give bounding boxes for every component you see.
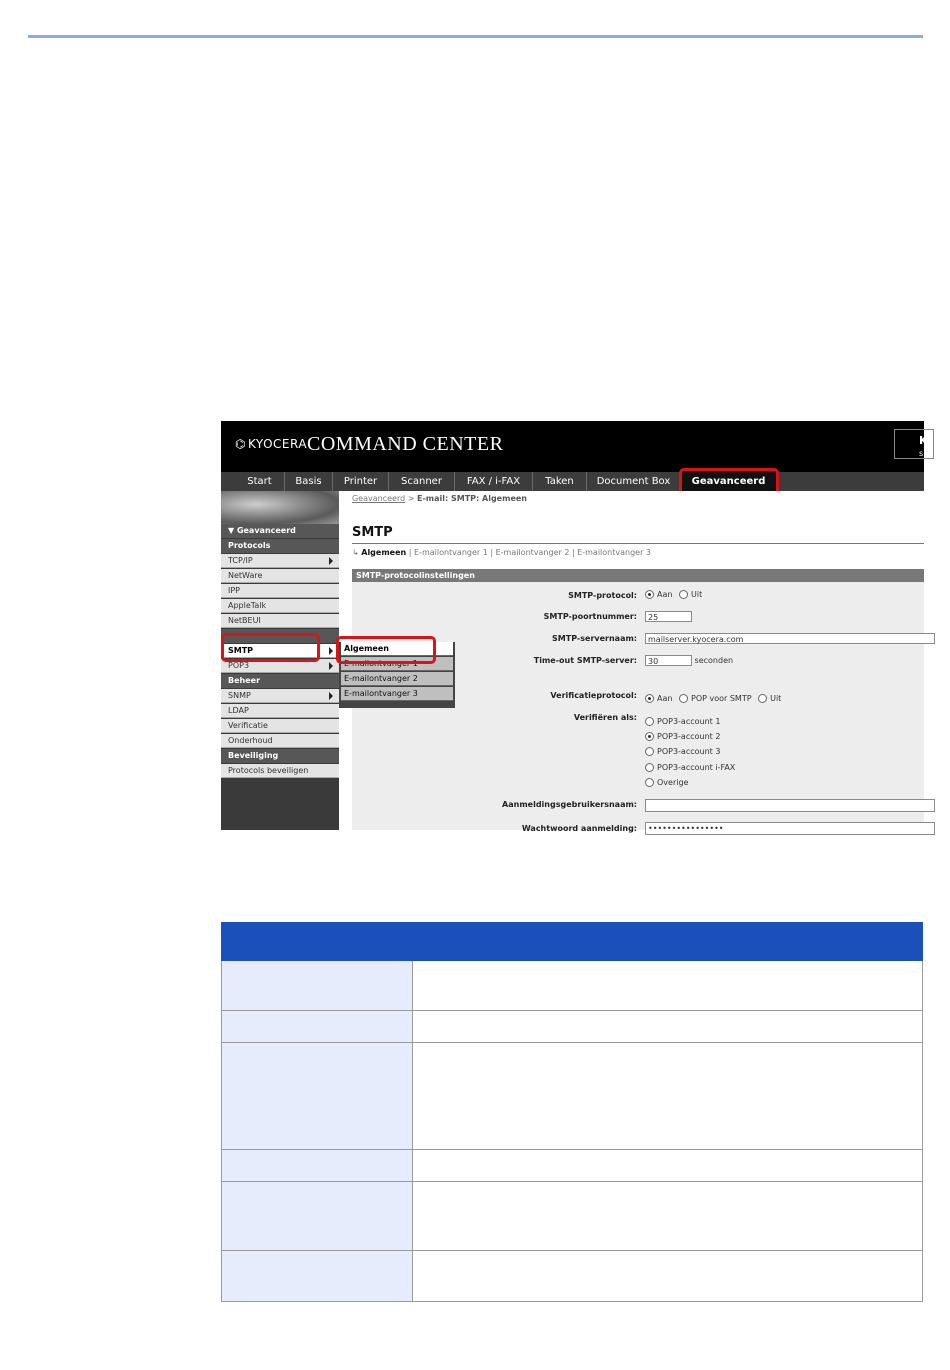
submenu-arrow-icon — [329, 647, 333, 655]
login-user-field — [645, 799, 935, 812]
submenu-arrow-icon — [329, 662, 333, 670]
sidebar-banner-image — [221, 491, 339, 524]
main-nav — [221, 472, 924, 491]
sidebar-section-beveiliging: Beveiliging — [221, 749, 339, 763]
verification-off-radio[interactable] — [758, 694, 767, 703]
breadcrumb-link[interactable]: Geavanceerd — [352, 494, 406, 503]
smtp-timeout-input[interactable]: 30 — [645, 655, 692, 666]
sidebar-item-protocols-beveiligen[interactable]: Protocols beveiligen — [221, 764, 339, 778]
table-row — [222, 1251, 923, 1302]
sidebar-item-verificatie[interactable]: Verificatie — [221, 719, 339, 733]
smtp-timeout-label: Time-out SMTP-server: — [533, 656, 637, 665]
table-header-cell — [413, 923, 923, 961]
smtp-protocol-off-radio[interactable] — [679, 590, 688, 599]
sidebar-item-ipp[interactable]: IPP — [221, 584, 339, 598]
tab-scanner[interactable]: Scanner — [389, 472, 455, 491]
subnav-ontvanger-1[interactable]: E-mailontvanger 1 — [414, 548, 488, 557]
subnav-ontvanger-2[interactable]: E-mailontvanger 2 — [495, 548, 570, 557]
corner-sub: s — [919, 449, 924, 458]
submenu-ontvanger-2[interactable]: E-mailontvanger 2 — [341, 672, 453, 686]
tab-geavanceerd[interactable]: Geavanceerd — [681, 472, 777, 491]
pop3-account-2-radio[interactable] — [645, 732, 654, 741]
radio-label: Aan — [657, 590, 673, 599]
pop3-account-ifax-radio[interactable] — [645, 763, 654, 772]
login-user-input[interactable] — [645, 799, 935, 812]
verify-as-option-2 — [645, 732, 724, 741]
verify-as-option-5 — [645, 778, 692, 787]
submenu-ontvanger-1[interactable]: E-mailontvanger 1 — [341, 657, 453, 671]
radio-label: POP3-account 1 — [657, 717, 721, 726]
logo-text: KYOCERA — [247, 437, 308, 451]
table-cell — [413, 1011, 923, 1043]
submenu-ontvanger-3[interactable]: E-mailontvanger 3 — [341, 687, 453, 701]
page-title: SMTP — [352, 525, 393, 540]
smtp-protocol-on-radio[interactable] — [645, 590, 654, 599]
app-header — [221, 421, 928, 472]
smtp-timeout-field — [645, 655, 733, 666]
table-row — [222, 1011, 923, 1043]
verification-protocol-field — [645, 694, 785, 703]
title-divider — [352, 543, 924, 544]
highlight-algemeen — [336, 636, 436, 664]
corner-letter: K — [919, 434, 928, 447]
table-cell — [222, 961, 413, 1011]
overige-radio[interactable] — [645, 778, 654, 787]
smtp-port-label: SMTP-poortnummer: — [543, 612, 637, 621]
table-row — [222, 1150, 923, 1182]
tab-fax-ifax[interactable]: FAX / i-FAX — [455, 472, 533, 491]
table-cell — [413, 1150, 923, 1182]
sidebar-item-snmp[interactable] — [221, 689, 339, 703]
table-cell — [222, 1043, 413, 1150]
smtp-server-field — [645, 633, 935, 644]
smtp-protocol-label: SMTP-protocol: — [568, 591, 637, 600]
table-cell — [413, 1251, 923, 1302]
table-cell — [222, 1011, 413, 1043]
timeout-unit: seconden — [694, 656, 734, 665]
sidebar-item-netware[interactable]: NetWare — [221, 569, 339, 583]
sidebar-section-protocols: Protocols — [221, 539, 339, 553]
tab-taken[interactable]: Taken — [533, 472, 587, 491]
pop3-account-1-radio[interactable] — [645, 717, 654, 726]
sidebar-item-ldap[interactable]: LDAP — [221, 704, 339, 718]
radio-label: POP voor SMTP — [691, 694, 752, 703]
verification-protocol-label: Verificatieprotocol: — [550, 691, 637, 700]
radio-label: Uit — [770, 694, 782, 703]
sidebar-item-netbeui[interactable]: NetBEUI — [221, 614, 339, 628]
login-password-field — [645, 822, 935, 835]
sidebar-item-label: TCP/IP — [228, 556, 253, 565]
sidebar-item-appletalk[interactable]: AppleTalk — [221, 599, 339, 613]
smtp-port-field — [645, 611, 692, 622]
sidebar-header[interactable]: ▼ Geavanceerd — [221, 524, 339, 538]
table-row — [222, 1043, 923, 1150]
table-cell — [413, 1043, 923, 1150]
tab-start[interactable]: Start — [235, 472, 285, 491]
sidebar-item-label: SMTP — [228, 646, 254, 655]
radio-label: POP3-account i-FAX — [657, 763, 736, 772]
smtp-port-input[interactable]: 25 — [645, 611, 692, 622]
verify-as-option-3 — [645, 747, 724, 756]
verify-as-option-4 — [645, 763, 739, 772]
tab-basis[interactable]: Basis — [285, 472, 333, 491]
kyocera-logo-icon: ⌬ — [235, 437, 246, 451]
table-row — [222, 961, 923, 1011]
smtp-protocol-field — [645, 590, 706, 599]
tab-document-box[interactable]: Document Box — [587, 472, 681, 491]
submenu-arrow-icon — [329, 557, 333, 565]
kyocera-logo — [235, 437, 307, 451]
login-password-label: Wachtwoord aanmelding: — [521, 824, 637, 833]
verify-as-option-1 — [645, 717, 724, 726]
app-title: COMMAND CENTER — [307, 433, 504, 455]
command-center-screenshot — [221, 421, 928, 833]
table-cell — [413, 1182, 923, 1251]
breadcrumb-current: E-mail: SMTP: Algemeen — [417, 494, 527, 503]
subnav-algemeen[interactable]: Algemeen — [361, 548, 407, 557]
smtp-server-input[interactable]: mailserver.kyocera.com — [645, 633, 935, 644]
table-header-row — [222, 923, 923, 961]
highlight-smtp — [221, 633, 320, 662]
verification-pop-radio[interactable] — [679, 694, 688, 703]
subnav-arrow-icon: ↳ — [352, 548, 359, 557]
verification-on-radio[interactable] — [645, 694, 654, 703]
top-rule — [28, 35, 923, 38]
verify-as-label: Verifiëren als: — [573, 713, 637, 722]
sidebar-item-label: POP3 — [228, 661, 250, 670]
corner-badge — [894, 429, 934, 459]
radio-label: POP3-account 2 — [657, 732, 721, 741]
radio-label: POP3-account 3 — [657, 747, 721, 756]
radio-label: Aan — [657, 694, 673, 703]
table-row — [222, 1182, 923, 1251]
sidebar-item-label: SNMP — [228, 691, 251, 700]
submenu-algemeen[interactable]: Algemeen — [341, 642, 453, 656]
radio-label: Uit — [691, 590, 703, 599]
section-header: SMTP-protocolinstellingen — [352, 569, 924, 582]
sidebar-item-onderhoud[interactable]: Onderhoud — [221, 734, 339, 748]
sidebar-section-beheer: Beheer — [221, 674, 339, 688]
login-user-label: Aanmeldingsgebruikersnaam: — [502, 800, 637, 809]
subnav-ontvanger-3[interactable]: E-mailontvanger 3 — [577, 548, 651, 557]
login-password-input[interactable]: •••••••••••••••• — [645, 822, 935, 835]
pop3-account-3-radio[interactable] — [645, 747, 654, 756]
table-header-cell — [222, 923, 413, 961]
tab-printer[interactable]: Printer — [333, 472, 389, 491]
smtp-server-label: SMTP-servernaam: — [552, 634, 637, 643]
table-cell — [222, 1251, 413, 1302]
table-cell — [222, 1182, 413, 1251]
sidebar-item-tcpip[interactable] — [221, 554, 339, 568]
sub-navigation: ↳ Algemeen | E-mailontvanger 1 | E-mailontvanger 2 | E-mailontvanger 3 — [352, 548, 651, 557]
radio-label: Overige — [657, 778, 689, 787]
settings-table — [221, 922, 923, 1302]
table-cell — [413, 961, 923, 1011]
breadcrumb-separator: > — [407, 494, 415, 503]
table-cell — [222, 1150, 413, 1182]
breadcrumb — [352, 494, 527, 503]
submenu-arrow-icon — [329, 692, 333, 700]
